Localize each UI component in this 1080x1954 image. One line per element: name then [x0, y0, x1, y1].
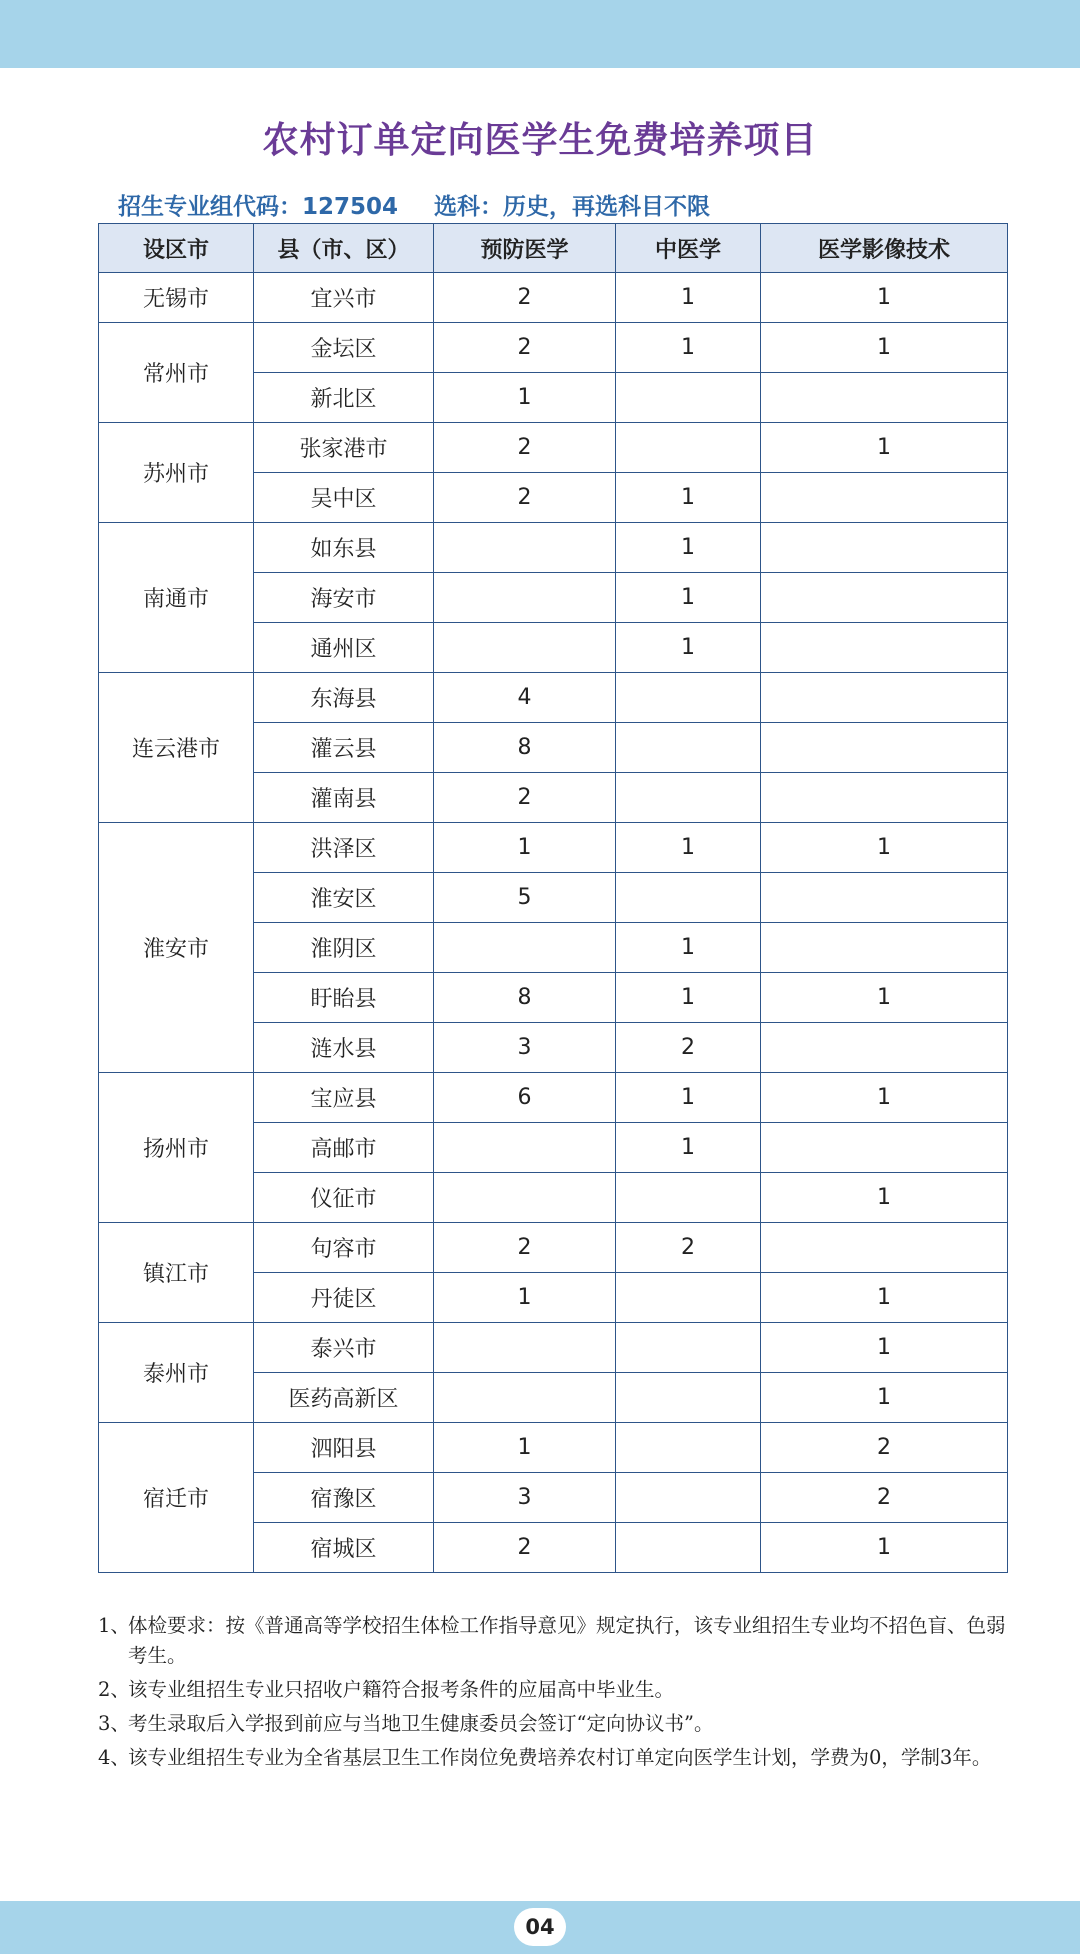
preventive-medicine-cell [434, 573, 616, 623]
note-number: 2、 [98, 1678, 130, 1701]
county-cell: 洪泽区 [254, 823, 434, 873]
note-text: 该专业组招生专业只招收户籍符合报考条件的应届高中毕业生。 [128, 1678, 675, 1701]
preventive-medicine-cell: 2 [434, 1523, 616, 1573]
top-decor-band [0, 0, 1080, 68]
tcm-cell [616, 1523, 761, 1573]
tcm-cell: 1 [616, 623, 761, 673]
medical-imaging-cell [761, 523, 1008, 573]
header-row [99, 224, 1008, 273]
county-cell: 仪征市 [254, 1173, 434, 1223]
county-cell: 句容市 [254, 1223, 434, 1273]
tcm-cell [616, 723, 761, 773]
table-row [99, 1223, 1008, 1273]
county-cell: 淮阴区 [254, 923, 434, 973]
tcm-cell [616, 1173, 761, 1223]
tcm-cell: 1 [616, 473, 761, 523]
preventive-medicine-cell: 2 [434, 423, 616, 473]
header-tcm: 中医学 [616, 224, 761, 273]
preventive-medicine-cell [434, 1123, 616, 1173]
preventive-medicine-cell [434, 1323, 616, 1373]
county-cell: 张家港市 [254, 423, 434, 473]
county-cell: 宿城区 [254, 1523, 434, 1573]
tcm-cell [616, 873, 761, 923]
tcm-cell [616, 1423, 761, 1473]
medical-imaging-cell: 2 [761, 1473, 1008, 1523]
medical-imaging-cell: 1 [761, 1173, 1008, 1223]
medical-imaging-cell: 1 [761, 1273, 1008, 1323]
group-info [118, 188, 710, 221]
medical-imaging-cell [761, 1223, 1008, 1273]
county-cell: 淮安区 [254, 873, 434, 923]
city-cell: 无锡市 [99, 273, 254, 323]
header-medical-imaging: 医学影像技术 [761, 224, 1008, 273]
tcm-cell [616, 423, 761, 473]
medical-imaging-cell [761, 1123, 1008, 1173]
medical-imaging-cell [761, 673, 1008, 723]
note-text: 考生录取后入学报到前应与当地卫生健康委员会签订“定向协议书”。 [128, 1712, 714, 1735]
note-text: 该专业组招生专业为全省基层卫生工作岗位免费培养农村订单定向医学生计划，学费为0，学制3年。 [128, 1746, 992, 1769]
city-cell: 苏州市 [99, 423, 254, 523]
medical-imaging-cell [761, 473, 1008, 523]
county-cell: 金坛区 [254, 323, 434, 373]
preventive-medicine-cell: 8 [434, 723, 616, 773]
county-cell: 泗阳县 [254, 1423, 434, 1473]
tcm-cell [616, 1373, 761, 1423]
county-cell: 医药高新区 [254, 1373, 434, 1423]
preventive-medicine-cell: 8 [434, 973, 616, 1023]
page-number: 04 [514, 1908, 566, 1946]
preventive-medicine-cell [434, 923, 616, 973]
city-cell: 南通市 [99, 523, 254, 673]
county-cell: 新北区 [254, 373, 434, 423]
county-cell: 海安市 [254, 573, 434, 623]
preventive-medicine-cell [434, 523, 616, 573]
header-city: 设区市 [99, 224, 254, 273]
preventive-medicine-cell: 3 [434, 1473, 616, 1523]
table-row [99, 1073, 1008, 1123]
tcm-cell: 1 [616, 1073, 761, 1123]
preventive-medicine-cell: 1 [434, 823, 616, 873]
preventive-medicine-cell: 2 [434, 773, 616, 823]
medical-imaging-cell [761, 623, 1008, 673]
preventive-medicine-cell: 2 [434, 273, 616, 323]
tcm-cell [616, 1273, 761, 1323]
preventive-medicine-cell: 2 [434, 1223, 616, 1273]
medical-imaging-cell: 1 [761, 973, 1008, 1023]
tcm-cell: 1 [616, 573, 761, 623]
medical-imaging-cell: 1 [761, 1323, 1008, 1373]
tcm-cell: 1 [616, 923, 761, 973]
subject-requirement-label: 选科：历史，再选科目不限 [434, 194, 711, 220]
preventive-medicine-cell: 2 [434, 473, 616, 523]
table-row [99, 1423, 1008, 1473]
tcm-cell: 1 [616, 973, 761, 1023]
tcm-cell [616, 1323, 761, 1373]
page-title: 农村订单定向医学生免费培养项目 [262, 120, 818, 161]
note-number: 3、 [98, 1712, 130, 1735]
medical-imaging-cell: 1 [761, 1373, 1008, 1423]
medical-imaging-cell: 1 [761, 1073, 1008, 1123]
preventive-medicine-cell [434, 1373, 616, 1423]
preventive-medicine-cell [434, 1173, 616, 1223]
city-cell: 镇江市 [99, 1223, 254, 1323]
county-cell: 宜兴市 [254, 273, 434, 323]
preventive-medicine-cell: 4 [434, 673, 616, 723]
county-cell: 灌南县 [254, 773, 434, 823]
medical-imaging-cell [761, 1023, 1008, 1073]
medical-imaging-cell [761, 873, 1008, 923]
medical-imaging-cell: 1 [761, 273, 1008, 323]
preventive-medicine-cell: 1 [434, 1423, 616, 1473]
note-item [98, 1675, 1010, 1705]
county-cell: 涟水县 [254, 1023, 434, 1073]
city-cell: 淮安市 [99, 823, 254, 1073]
tcm-cell [616, 373, 761, 423]
header-county: 县（市、区） [254, 224, 434, 273]
note-item [98, 1709, 1010, 1739]
note-item [98, 1743, 1010, 1773]
table-row [99, 823, 1008, 873]
medical-imaging-cell: 2 [761, 1423, 1008, 1473]
tcm-cell: 1 [616, 323, 761, 373]
medical-imaging-cell [761, 373, 1008, 423]
group-code-label: 招生专业组代码：127504 [118, 194, 399, 220]
city-cell: 常州市 [99, 323, 254, 423]
tcm-cell: 1 [616, 523, 761, 573]
note-number: 1、 [98, 1614, 130, 1637]
table-row [99, 273, 1008, 323]
county-cell: 通州区 [254, 623, 434, 673]
preventive-medicine-cell [434, 623, 616, 673]
county-cell: 高邮市 [254, 1123, 434, 1173]
preventive-medicine-cell: 2 [434, 323, 616, 373]
city-cell: 扬州市 [99, 1073, 254, 1223]
medical-imaging-cell: 1 [761, 823, 1008, 873]
medical-imaging-cell [761, 573, 1008, 623]
preventive-medicine-cell: 5 [434, 873, 616, 923]
tcm-cell [616, 773, 761, 823]
county-cell: 东海县 [254, 673, 434, 723]
city-cell: 连云港市 [99, 673, 254, 823]
preventive-medicine-cell: 6 [434, 1073, 616, 1123]
medical-imaging-cell: 1 [761, 323, 1008, 373]
medical-imaging-cell: 1 [761, 1523, 1008, 1573]
medical-imaging-cell [761, 773, 1008, 823]
tcm-cell [616, 673, 761, 723]
notes-section [98, 1611, 1010, 1777]
note-item [98, 1611, 1010, 1671]
preventive-medicine-cell: 3 [434, 1023, 616, 1073]
tcm-cell: 1 [616, 273, 761, 323]
county-cell: 宝应县 [254, 1073, 434, 1123]
table-row [99, 673, 1008, 723]
header-preventive-medicine: 预防医学 [434, 224, 616, 273]
county-cell: 盱眙县 [254, 973, 434, 1023]
county-cell: 宿豫区 [254, 1473, 434, 1523]
table-row [99, 1323, 1008, 1373]
preventive-medicine-cell: 1 [434, 1273, 616, 1323]
tcm-cell: 2 [616, 1023, 761, 1073]
note-number: 4、 [98, 1746, 130, 1769]
medical-imaging-cell [761, 923, 1008, 973]
table-header [99, 224, 1008, 273]
county-cell: 泰兴市 [254, 1323, 434, 1373]
county-cell: 吴中区 [254, 473, 434, 523]
city-cell: 宿迁市 [99, 1423, 254, 1573]
tcm-cell: 1 [616, 823, 761, 873]
county-cell: 灌云县 [254, 723, 434, 773]
enrollment-quota-table [98, 223, 1008, 1573]
county-cell: 如东县 [254, 523, 434, 573]
medical-imaging-cell: 1 [761, 423, 1008, 473]
table-row [99, 523, 1008, 573]
table-body [99, 273, 1008, 1573]
tcm-cell: 2 [616, 1223, 761, 1273]
tcm-cell: 1 [616, 1123, 761, 1173]
note-text: 体检要求：按《普通高等学校招生体检工作指导意见》规定执行，该专业组招生专业均不招色盲、色弱考生。 [128, 1614, 1006, 1667]
table-row [99, 423, 1008, 473]
table-row [99, 323, 1008, 373]
medical-imaging-cell [761, 723, 1008, 773]
tcm-cell [616, 1473, 761, 1523]
preventive-medicine-cell: 1 [434, 373, 616, 423]
county-cell: 丹徒区 [254, 1273, 434, 1323]
city-cell: 泰州市 [99, 1323, 254, 1423]
